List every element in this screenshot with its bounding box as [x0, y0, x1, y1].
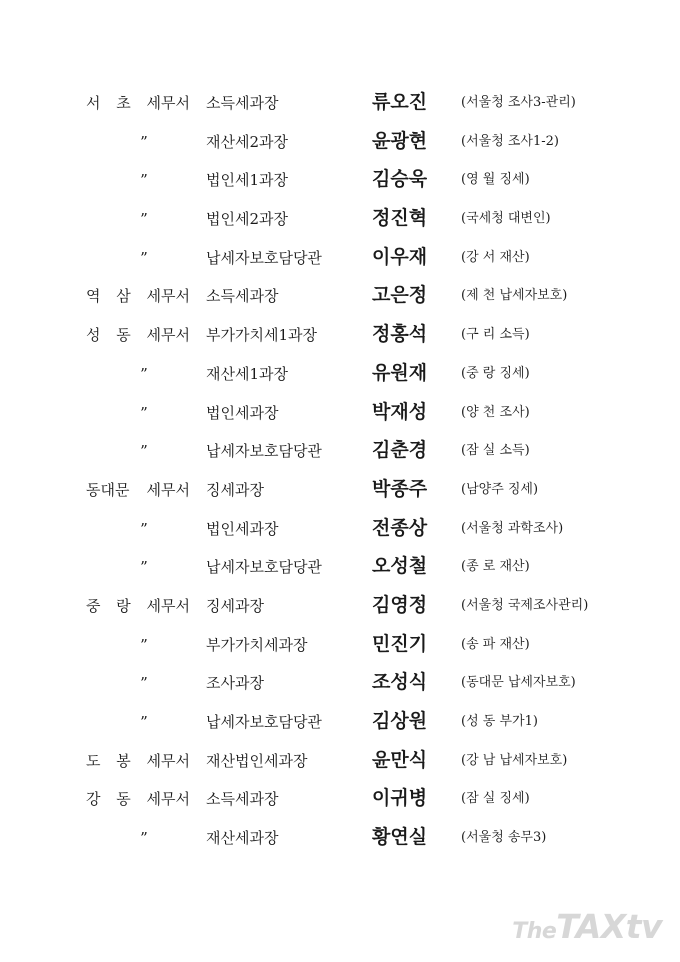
- person-name: 김승욱: [372, 168, 428, 191]
- department-name: 재산법인세과장: [206, 751, 308, 770]
- department-name: 법인세과장: [206, 519, 279, 538]
- ditto-mark: ”: [140, 519, 148, 538]
- person-name: 윤만식: [372, 748, 428, 771]
- department-name: 부가가치세1과장: [206, 326, 317, 345]
- previous-post: (구 리 소득): [461, 327, 530, 343]
- department-name: 소득세과장: [206, 94, 279, 112]
- previous-post: (서울청 조사1-2): [461, 133, 560, 149]
- department-name: 재산세1과장: [206, 364, 288, 383]
- personnel-row: [0, 587, 680, 626]
- ditto-mark: ”: [140, 364, 148, 383]
- personnel-row: [0, 703, 680, 742]
- ditto-mark: ”: [140, 829, 148, 848]
- previous-post: (남양주 징세): [461, 481, 539, 497]
- office-name: 도 봉 세무서: [86, 751, 190, 770]
- person-name: 고은정: [372, 284, 428, 307]
- previous-post: (영 월 징세): [461, 172, 530, 188]
- personnel-row: [0, 664, 680, 703]
- personnel-list: [0, 84, 680, 858]
- previous-post: (송 파 재산): [461, 636, 530, 652]
- office-name: 강 동 세무서: [86, 790, 190, 809]
- office-name: 성 동 세무서: [86, 326, 190, 345]
- thetaxtv-watermark: [512, 907, 662, 946]
- watermark-prefix: The: [512, 919, 557, 944]
- personnel-row: [0, 432, 680, 471]
- previous-post: (국세청 대변인): [461, 211, 551, 227]
- previous-post: (중 랑 징세): [461, 365, 530, 381]
- personnel-row: [0, 780, 680, 819]
- department-name: 납세자보호담당관: [206, 558, 322, 577]
- office-name: 역 삼 세무서: [86, 287, 190, 306]
- department-name: 납세자보호담당관: [206, 248, 322, 267]
- department-name: 법인세1과장: [206, 171, 288, 190]
- person-name: 이귀병: [372, 787, 428, 810]
- ditto-mark: ”: [140, 442, 148, 461]
- previous-post: (서울청 조사3-관리): [461, 95, 576, 110]
- department-name: 법인세2과장: [206, 210, 288, 229]
- department-name: 징세과장: [206, 596, 264, 615]
- previous-post: (서울청 송무3): [461, 830, 547, 846]
- department-name: 징세과장: [206, 480, 264, 499]
- person-name: 황연실: [372, 826, 428, 849]
- previous-post: (동대문 납세자보호): [461, 675, 576, 691]
- department-name: 납세자보호담당관: [206, 713, 322, 731]
- person-name: 김춘경: [372, 439, 428, 462]
- person-name: 유원재: [372, 361, 428, 384]
- personnel-row: [0, 123, 680, 162]
- person-name: 전종상: [372, 516, 428, 539]
- department-name: 법인세과장: [206, 403, 279, 422]
- department-name: 소득세과장: [206, 790, 279, 809]
- watermark-brand: TAXtv: [556, 907, 662, 946]
- person-name: 박종주: [372, 477, 428, 500]
- personnel-row: [0, 510, 680, 549]
- ditto-mark: ”: [140, 674, 148, 693]
- person-name: 이우재: [372, 245, 428, 268]
- personnel-row: [0, 742, 680, 781]
- personnel-row: [0, 84, 680, 123]
- previous-post: (서울청 국제조사관리): [461, 597, 589, 613]
- department-name: 부가가치세과장: [206, 635, 308, 654]
- office-name: 중 랑 세무서: [86, 596, 190, 615]
- ditto-mark: ”: [140, 403, 148, 422]
- person-name: 오성철: [372, 555, 428, 578]
- personnel-row: [0, 355, 680, 394]
- person-name: 정홍석: [372, 323, 428, 346]
- personnel-row: [0, 239, 680, 278]
- person-name: 정진혁: [372, 207, 428, 230]
- previous-post: (성 동 부가1): [461, 714, 538, 729]
- person-name: 박재성: [372, 400, 428, 423]
- personnel-row: [0, 277, 680, 316]
- department-name: 재산세과장: [206, 829, 279, 848]
- person-name: 김상원: [372, 710, 428, 732]
- office-name: 서 초 세무서: [86, 94, 190, 112]
- previous-post: (잠 실 징세): [461, 791, 530, 807]
- ditto-mark: ”: [140, 171, 148, 190]
- previous-post: (잠 실 소득): [461, 443, 530, 459]
- office-name: 동대문 세무서: [86, 480, 190, 499]
- ditto-mark: ”: [140, 210, 148, 229]
- personnel-row: [0, 819, 680, 858]
- ditto-mark: ”: [140, 132, 148, 151]
- personnel-row: [0, 394, 680, 433]
- previous-post: (서울청 과학조사): [461, 520, 564, 536]
- person-name: 김영정: [372, 593, 428, 616]
- personnel-row: [0, 200, 680, 239]
- previous-post: (양 천 조사): [461, 404, 530, 420]
- ditto-mark: ”: [140, 635, 148, 654]
- person-name: 조성식: [372, 671, 428, 694]
- department-name: 납세자보호담당관: [206, 442, 322, 461]
- department-name: 재산세2과장: [206, 132, 288, 151]
- personnel-row: [0, 161, 680, 200]
- personnel-row: [0, 548, 680, 587]
- person-name: 류오진: [372, 91, 428, 113]
- personnel-row: [0, 471, 680, 510]
- previous-post: (종 로 재산): [461, 559, 530, 575]
- previous-post: (강 남 납세자보호): [461, 752, 568, 768]
- ditto-mark: ”: [140, 713, 148, 731]
- department-name: 조사과장: [206, 674, 264, 693]
- personnel-row: [0, 316, 680, 355]
- department-name: 소득세과장: [206, 287, 279, 306]
- previous-post: (강 서 재산): [461, 249, 530, 265]
- person-name: 민진기: [372, 632, 428, 655]
- person-name: 윤광현: [372, 129, 428, 152]
- personnel-row: [0, 626, 680, 665]
- ditto-mark: ”: [140, 558, 148, 577]
- previous-post: (제 천 납세자보호): [461, 288, 568, 304]
- ditto-mark: ”: [140, 248, 148, 267]
